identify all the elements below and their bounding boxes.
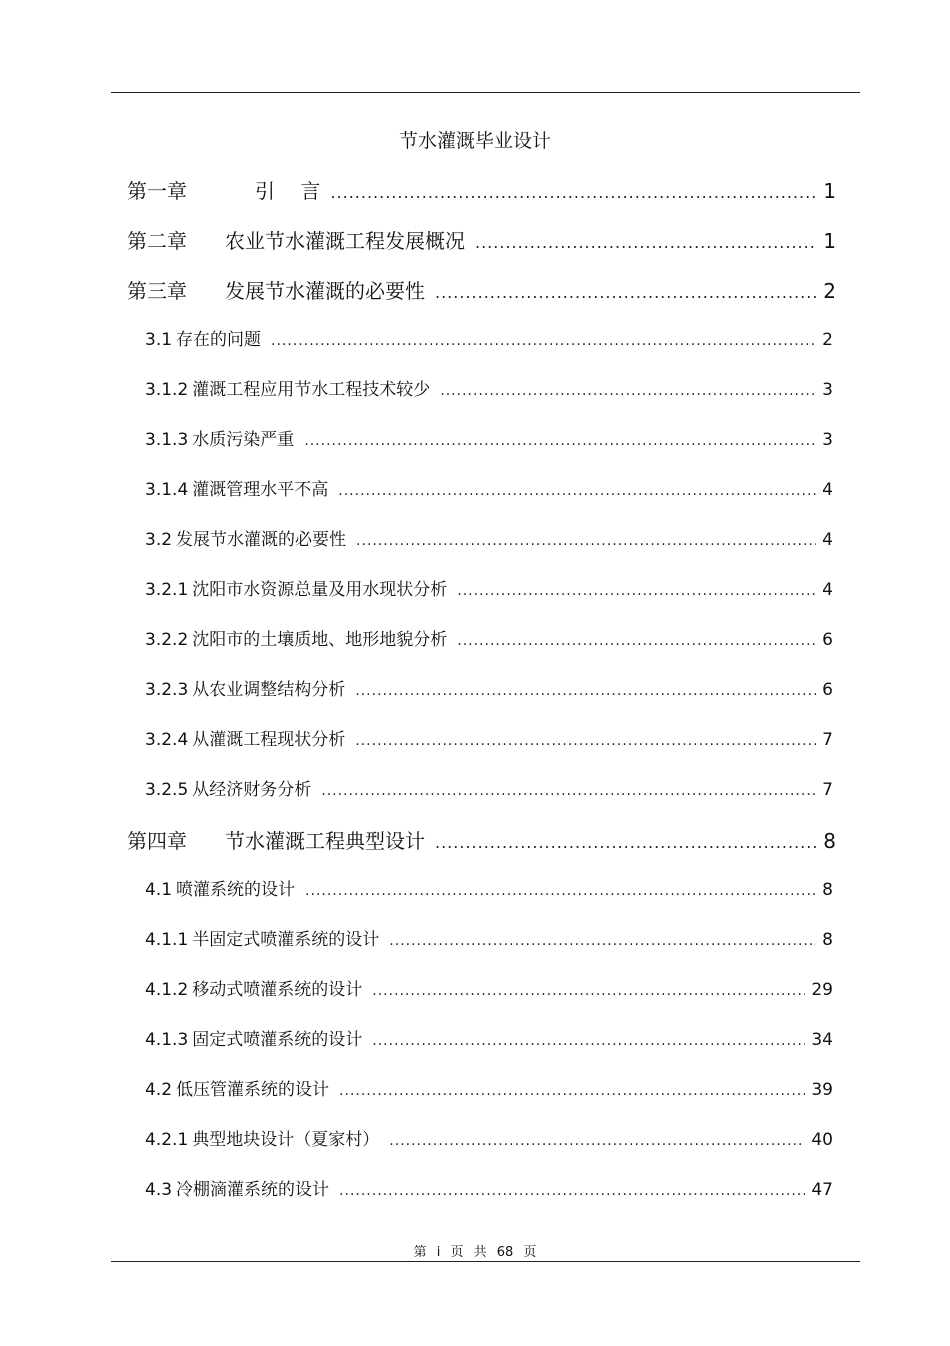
toc-dot-leader (372, 1033, 805, 1049)
toc-entry-label: 从农业调整结构分析 (192, 680, 346, 700)
toc-section-entry[interactable] (145, 1075, 833, 1099)
toc-dot-leader (271, 333, 816, 349)
toc-entry-page: 1 (823, 179, 836, 203)
toc-entry-number: 4.3 (145, 1180, 173, 1200)
toc-entry-number: 3.2.2 (145, 630, 189, 650)
toc-entry-number: 第三章 (127, 279, 187, 303)
toc-entry-number: 第一章 (127, 179, 187, 203)
toc-dot-leader (305, 883, 816, 899)
toc-dot-leader (389, 1133, 805, 1149)
toc-section-entry[interactable] (145, 875, 833, 899)
toc-dot-leader (356, 533, 816, 549)
toc-entry-label: 从经济财务分析 (192, 780, 312, 800)
toc-entry-number: 4.1.2 (145, 980, 189, 1000)
toc-section-entry[interactable] (145, 725, 833, 749)
toc-entry-page: 6 (822, 680, 833, 700)
toc-dot-leader (321, 783, 816, 799)
toc-section-entry[interactable] (145, 475, 833, 499)
toc-entry-page: 47 (811, 1180, 833, 1200)
toc-entry-number: 4.1 (145, 880, 173, 900)
toc-dot-leader (338, 483, 816, 499)
toc-section-entry[interactable] (145, 975, 833, 999)
toc-dot-leader (389, 933, 816, 949)
toc-entry-number: 3.1.3 (145, 430, 189, 450)
toc-entry-page: 7 (822, 780, 833, 800)
toc-dot-leader (339, 1083, 805, 1099)
toc-entry-label: 冷棚滴灌系统的设计 (176, 1180, 330, 1200)
toc-entry-page: 29 (811, 980, 833, 1000)
toc-dot-leader (355, 683, 816, 699)
toc-entry-page: 6 (822, 630, 833, 650)
toc-entry-label: 发展节水灌溉的必要性 (176, 530, 347, 550)
toc-chapter-entry[interactable] (127, 825, 836, 853)
toc-dot-leader (435, 283, 817, 302)
toc-entry-number: 第四章 (127, 829, 187, 853)
toc-entry-page: 39 (811, 1080, 833, 1100)
toc-section-entry[interactable] (145, 1025, 833, 1049)
toc-chapter-entry[interactable] (127, 275, 836, 303)
toc-entry-number: 4.1.3 (145, 1030, 189, 1050)
toc-dot-leader (435, 833, 817, 852)
toc-entry-number: 4.1.1 (145, 930, 189, 950)
toc-entry-number: 4.2 (145, 1080, 173, 1100)
toc-entry-label: 典型地块设计（夏家村） (192, 1130, 380, 1150)
toc-entry-page: 4 (822, 580, 833, 600)
toc-entry-page: 3 (822, 430, 833, 450)
toc-entry-label: 灌溉工程应用节水工程技术较少 (192, 380, 431, 400)
toc-entry-page: 3 (822, 380, 833, 400)
toc-section-entry[interactable] (145, 675, 833, 699)
toc-entry-page: 1 (823, 229, 836, 253)
toc-entry-label: 灌溉管理水平不高 (192, 480, 329, 500)
toc-entry-page: 4 (822, 530, 833, 550)
toc-entry-label: 喷灌系统的设计 (176, 880, 296, 900)
toc-section-entry[interactable] (145, 325, 833, 349)
toc-entry-number: 第二章 (127, 229, 187, 253)
toc-section-entry[interactable] (145, 625, 833, 649)
toc-entry-page: 7 (822, 730, 833, 750)
footer-rule (111, 1261, 860, 1262)
toc-chapter-entry[interactable] (127, 175, 836, 203)
toc-entry-number: 3.2.5 (145, 780, 189, 800)
toc-dot-leader (339, 1183, 805, 1199)
toc-entry-number: 3.1.2 (145, 380, 189, 400)
toc-entry-number: 3.1 (145, 330, 173, 350)
toc-entry-label: 移动式喷灌系统的设计 (192, 980, 363, 1000)
toc-chapter-entry[interactable] (127, 225, 836, 253)
toc-section-entry[interactable] (145, 925, 833, 949)
toc-entry-page: 8 (823, 829, 836, 853)
toc-dot-leader (330, 183, 817, 202)
toc-section-entry[interactable] (145, 575, 833, 599)
toc-entry-number: 3.2 (145, 530, 173, 550)
toc-entry-number: 3.2.3 (145, 680, 189, 700)
toc-entry-label: 引 言 (255, 179, 321, 203)
toc-entry-page: 40 (811, 1130, 833, 1150)
toc-entry-label: 沈阳市的土壤质地、地形地貌分析 (192, 630, 448, 650)
toc-entry-page: 8 (822, 930, 833, 950)
page-footer: 第 i 页 共 68 页 (413, 1245, 537, 1260)
toc-entry-page: 4 (822, 480, 833, 500)
toc-section-entry[interactable] (145, 375, 833, 399)
toc-dot-leader (372, 983, 805, 999)
toc-entry-page: 34 (811, 1030, 833, 1050)
toc-dot-leader (440, 383, 816, 399)
toc-dot-leader (355, 733, 816, 749)
toc-section-entry[interactable] (145, 525, 833, 549)
toc-entry-label: 沈阳市水资源总量及用水现状分析 (192, 580, 448, 600)
toc-entry-number: 3.1.4 (145, 480, 189, 500)
toc-entry-label: 发展节水灌溉的必要性 (225, 279, 425, 303)
toc-section-entry[interactable] (145, 1125, 833, 1149)
toc-entry-page: 2 (822, 330, 833, 350)
toc-section-entry[interactable] (145, 425, 833, 449)
toc-entry-label: 农业节水灌溉工程发展概况 (225, 229, 465, 253)
toc-section-entry[interactable] (145, 1175, 833, 1199)
toc-entry-number: 3.2.4 (145, 730, 189, 750)
toc-entry-label: 水质污染严重 (192, 430, 295, 450)
toc-entry-page: 2 (823, 279, 836, 303)
toc-entry-label: 半固定式喷灌系统的设计 (192, 930, 380, 950)
toc-entry-label: 低压管灌系统的设计 (176, 1080, 330, 1100)
toc-entry-number: 3.2.1 (145, 580, 189, 600)
toc-section-entry[interactable] (145, 775, 833, 799)
toc-entry-number: 4.2.1 (145, 1130, 189, 1150)
toc-dot-leader (457, 633, 816, 649)
toc-dot-leader (457, 583, 816, 599)
toc-entry-label: 节水灌溉工程典型设计 (225, 829, 425, 853)
toc-entry-label: 从灌溉工程现状分析 (192, 730, 346, 750)
toc-dot-leader (304, 433, 816, 449)
toc-dot-leader (475, 233, 817, 252)
document-title: 节水灌溉毕业设计 (398, 130, 551, 152)
toc-entry-page: 8 (822, 880, 833, 900)
toc-entry-label: 固定式喷灌系统的设计 (192, 1030, 363, 1050)
toc-entry-label: 存在的问题 (176, 330, 262, 350)
